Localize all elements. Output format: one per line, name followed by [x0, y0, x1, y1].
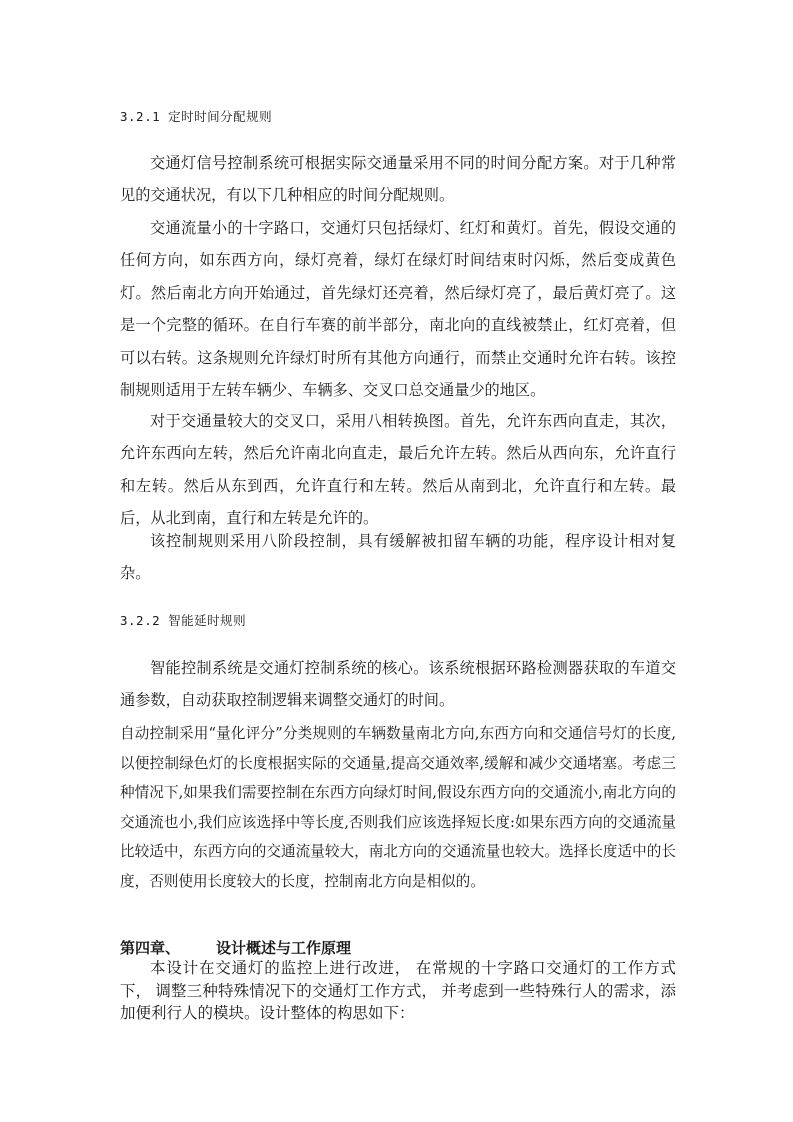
- section-heading-3-2-2: 3.2.2 智能延时规则: [120, 613, 247, 628]
- paragraph-3-2-1-large-flow: 对于交通量较大的交叉口，采用八相转换图。首先，允许东西向直走，其次，允许东西向左转，然后允许南北向直走，最后允许左转。然后从西向东，允许直行和左转。然后从东到西，允许直行和左转。然后从南到北，允许直行和左转。最后，从北到南，直行和左转是允许的。: [120, 412, 676, 528]
- section-heading-3-2-1: 3.2.1 定时时间分配规则: [120, 109, 273, 124]
- chapter-number: 第四章、: [120, 939, 181, 957]
- paragraph-3-2-1-intro: 交通灯信号控制系统可根据实际交通量采用不同的时间分配方案。对于几种常见的交通状况，有以下几种相应的时间分配规则。: [120, 154, 676, 205]
- chapter-heading: [120, 937, 351, 958]
- paragraph-3-2-1-small-flow: 交通流量小的十字路口，交通灯只包括绿灯、红灯和黄灯。首先，假设交通的任何方向，如东西方向，绿灯亮着，绿灯在绿灯时间结束时闪烁，然后变成黄色灯。然后南北方向开始通过，首先绿灯还亮着，然后绿灯亮了，最后黄灯亮了。这是一个完整的循环。在自行车赛的前半部分，南北向的直线被禁止，红灯亮着，但可以右转。这条规则允许绿灯时所有其他方向通行，而禁止交通时允许右转。该控制规则适用于左转车辆少、车辆多、交叉口总交通量少的地区。: [120, 219, 676, 400]
- chapter-title: 设计概述与工作原理: [216, 939, 352, 957]
- paragraph-3-2-1-eight-phase: 该控制规则采用八阶段控制，具有缓解被扣留车辆的功能，程序设计相对复杂。: [120, 532, 676, 583]
- paragraph-3-2-2-auto-control: 自动控制采用“量化评分”分类规则的车辆数量南北方向,东西方向和交通信号灯的长度,以便控制绿色灯的长度根据实际的交通量,提高交通效率,缓解和减少交通堵塞。考虑三种情况下,如果我们需要控制在东西方向绿灯时间,假设东西方向的交通流小,南北方向的交通流也小,我们应该选择中等长度,否则我们应该选择短长度:如果东西方向的交通流量比较适中，东西方向的交通流量较大，南北方向的交通流量也较大。选择长度适中的长度，否则使用长度较大的长度，控制南北方向是相似的。: [120, 725, 676, 890]
- paragraph-chapter4-intro: 本设计在交通灯的监控上进行改进， 在常规的十字路口交通灯的工作方式下， 调整三种特殊情况下的交通灯工作方式， 并考虑到一些特殊行人的需求，添加便利行人的模块。设计整体的构思如下：: [120, 960, 676, 1023]
- paragraph-3-2-2-intro: 智能控制系统是交通灯控制系统的核心。该系统根据环路检测器获取的车道交通参数，自动获取控制逻辑来调整交通灯的时间。: [120, 659, 676, 710]
